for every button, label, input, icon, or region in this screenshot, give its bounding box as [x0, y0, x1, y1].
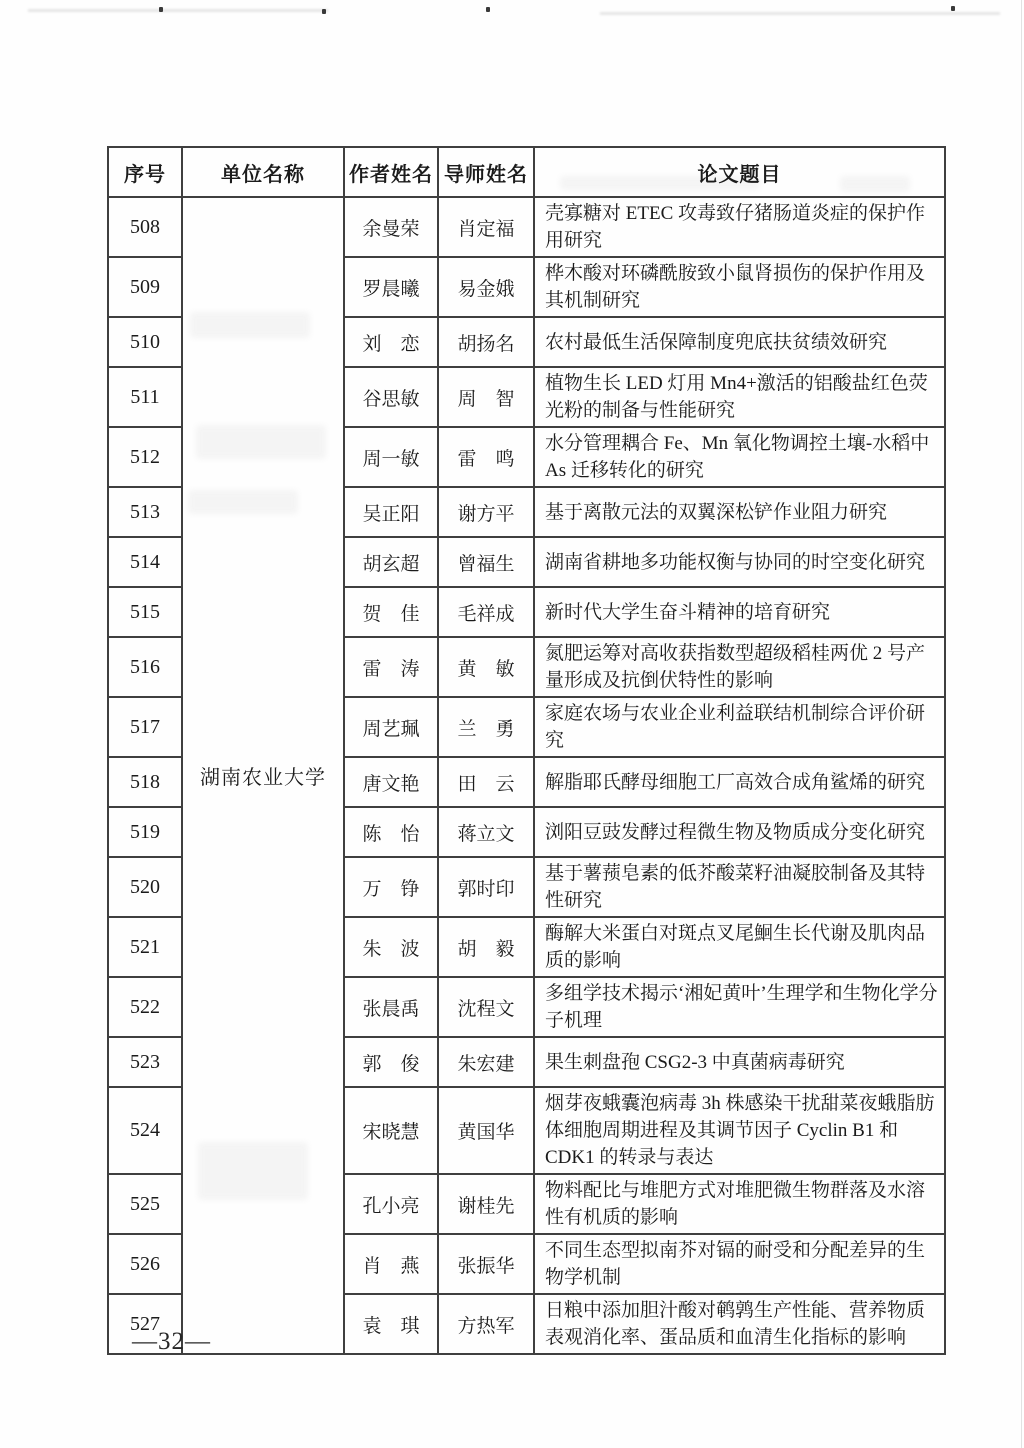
author-cell: 谷思敏 [344, 367, 438, 427]
author-cell: 郭 俊 [344, 1037, 438, 1087]
unit-cell: 湖南农业大学 [182, 197, 344, 1354]
serial-cell: 521 [108, 917, 182, 977]
serial-cell: 517 [108, 697, 182, 757]
title-cell: 基于薯蓣皂素的低芥酸菜籽油凝胶制备及其特性研究 [534, 857, 945, 917]
scan-artifact [28, 9, 328, 12]
advisor-cell: 毛祥成 [438, 587, 534, 637]
serial-cell: 526 [108, 1234, 182, 1294]
title-cell: 烟芽夜蛾囊泡病毒 3h 株感染干扰甜菜夜蛾脂肪体细胞周期进程及其调节因子 Cyclin B1 和 CDK1 的转录与表达 [534, 1087, 945, 1174]
advisor-cell: 蒋立文 [438, 807, 534, 857]
advisor-cell: 胡 毅 [438, 917, 534, 977]
title-cell: 桦木酸对环磷酰胺致小鼠肾损伤的保护作用及其机制研究 [534, 257, 945, 317]
author-cell: 雷 涛 [344, 637, 438, 697]
advisor-cell: 易金娥 [438, 257, 534, 317]
author-cell: 罗晨曦 [344, 257, 438, 317]
title-cell: 多组学技术揭示‘湘妃黄叶’生理学和生物化学分子机理 [534, 977, 945, 1037]
advisor-cell: 雷 鸣 [438, 427, 534, 487]
thesis-table [107, 146, 946, 1355]
author-cell: 万 铮 [344, 857, 438, 917]
advisor-cell: 黄国华 [438, 1087, 534, 1174]
author-cell: 周一敏 [344, 427, 438, 487]
page-number: —32— [132, 1328, 211, 1355]
author-cell: 袁 琪 [344, 1294, 438, 1354]
title-cell: 水分管理耦合 Fe、Mn 氧化物调控土壤-水稻中 As 迁移转化的研究 [534, 427, 945, 487]
header-unit: 单位名称 [182, 147, 344, 197]
author-cell: 胡玄超 [344, 537, 438, 587]
title-cell: 物料配比与堆肥方式对堆肥微生物群落及水溶性有机质的影响 [534, 1174, 945, 1234]
advisor-cell: 方热军 [438, 1294, 534, 1354]
title-cell: 植物生长 LED 灯用 Mn4+激活的铝酸盐红色荧光粉的制备与性能研究 [534, 367, 945, 427]
advisor-cell: 曾福生 [438, 537, 534, 587]
header-advisor: 导师姓名 [438, 147, 534, 197]
title-cell: 氮肥运筹对高收获指数型超级稻桂两优 2 号产量形成及抗倒伏特性的影响 [534, 637, 945, 697]
title-cell: 不同生态型拟南芥对镉的耐受和分配差异的生物学机制 [534, 1234, 945, 1294]
author-cell: 朱 波 [344, 917, 438, 977]
title-cell: 果生刺盘孢 CSG2-3 中真菌病毒研究 [534, 1037, 945, 1087]
title-cell: 家庭农场与农业企业利益联结机制综合评价研究 [534, 697, 945, 757]
title-cell: 基于离散元法的双翼深松铲作业阻力研究 [534, 487, 945, 537]
author-cell: 贺 佳 [344, 587, 438, 637]
advisor-cell: 张振华 [438, 1234, 534, 1294]
serial-cell: 520 [108, 857, 182, 917]
title-cell: 新时代大学生奋斗精神的培育研究 [534, 587, 945, 637]
author-cell: 余曼荣 [344, 197, 438, 257]
serial-cell: 514 [108, 537, 182, 587]
serial-cell: 513 [108, 487, 182, 537]
scan-artifact [159, 7, 163, 12]
serial-cell: 508 [108, 197, 182, 257]
author-cell: 吴正阳 [344, 487, 438, 537]
advisor-cell: 田 云 [438, 757, 534, 807]
author-cell: 肖 燕 [344, 1234, 438, 1294]
serial-cell: 512 [108, 427, 182, 487]
scan-artifact [951, 6, 955, 11]
advisor-cell: 胡扬名 [438, 317, 534, 367]
serial-cell: 515 [108, 587, 182, 637]
advisor-cell: 兰 勇 [438, 697, 534, 757]
title-cell: 日粮中添加胆汁酸对鹌鹑生产性能、营养物质表观消化率、蛋品质和血清生化指标的影响 [534, 1294, 945, 1354]
serial-cell: 510 [108, 317, 182, 367]
author-cell: 唐文艳 [344, 757, 438, 807]
title-cell: 解脂耶氏酵母细胞工厂高效合成角鲨烯的研究 [534, 757, 945, 807]
advisor-cell: 郭时印 [438, 857, 534, 917]
serial-cell: 522 [108, 977, 182, 1037]
advisor-cell: 朱宏建 [438, 1037, 534, 1087]
serial-cell: 523 [108, 1037, 182, 1087]
page-edge [1021, 0, 1022, 1448]
advisor-cell: 沈程文 [438, 977, 534, 1037]
author-cell: 孔小亮 [344, 1174, 438, 1234]
advisor-cell: 肖定福 [438, 197, 534, 257]
header-serial: 序号 [108, 147, 182, 197]
advisor-cell: 周 智 [438, 367, 534, 427]
advisor-cell: 谢方平 [438, 487, 534, 537]
author-cell: 周艺珮 [344, 697, 438, 757]
serial-cell: 509 [108, 257, 182, 317]
title-cell: 壳寡糖对 ETEC 攻毒致仔猪肠道炎症的保护作用研究 [534, 197, 945, 257]
title-cell: 浏阳豆豉发酵过程微生物及物质成分变化研究 [534, 807, 945, 857]
serial-cell: 519 [108, 807, 182, 857]
title-cell: 酶解大米蛋白对斑点叉尾鮰生长代谢及肌肉品质的影响 [534, 917, 945, 977]
scan-artifact [322, 9, 326, 14]
header-author: 作者姓名 [344, 147, 438, 197]
header-title: 论文题目 [534, 147, 945, 197]
author-cell: 陈 怡 [344, 807, 438, 857]
author-cell: 宋晓慧 [344, 1087, 438, 1174]
serial-cell: 516 [108, 637, 182, 697]
author-cell: 刘 恋 [344, 317, 438, 367]
advisor-cell: 谢桂先 [438, 1174, 534, 1234]
serial-cell: 525 [108, 1174, 182, 1234]
author-cell: 张晨禹 [344, 977, 438, 1037]
serial-cell: 524 [108, 1087, 182, 1174]
title-cell: 湖南省耕地多功能权衡与协同的时空变化研究 [534, 537, 945, 587]
header-row [108, 147, 945, 197]
table-row [108, 197, 945, 257]
title-cell: 农村最低生活保障制度兜底扶贫绩效研究 [534, 317, 945, 367]
advisor-cell: 黄 敏 [438, 637, 534, 697]
serial-cell: 518 [108, 757, 182, 807]
serial-cell: 527 [108, 1294, 182, 1354]
serial-cell: 511 [108, 367, 182, 427]
scan-artifact [600, 12, 1000, 15]
scan-artifact [486, 7, 490, 12]
